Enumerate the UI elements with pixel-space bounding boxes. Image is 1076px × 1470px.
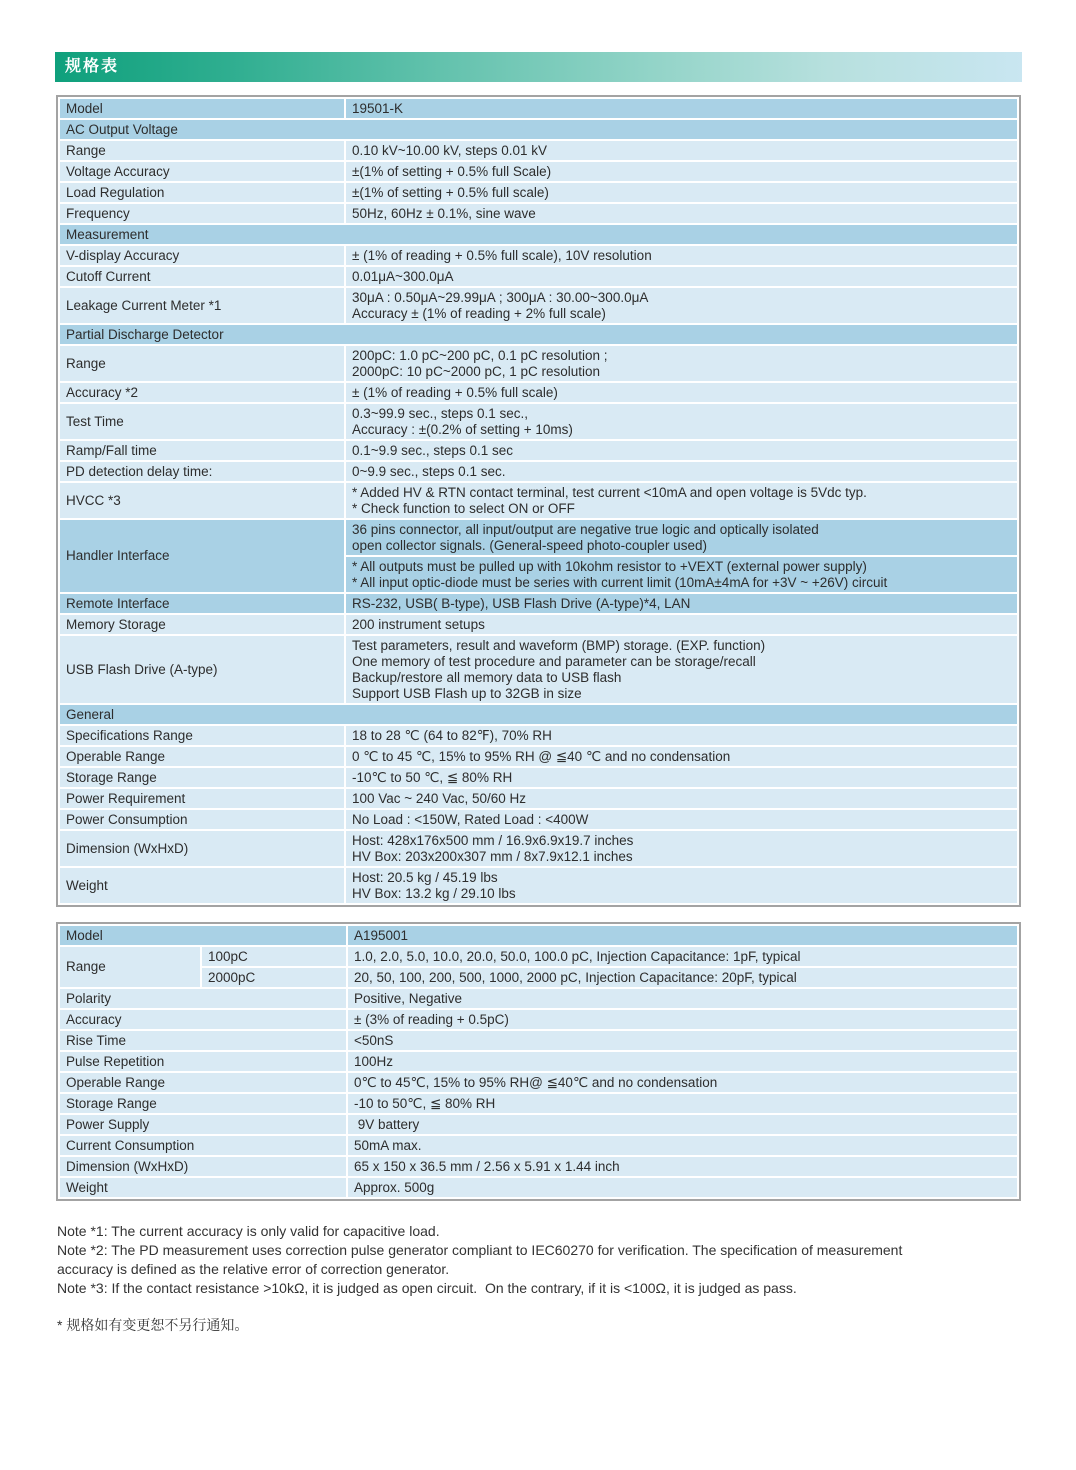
spec-label-cell: Dimension (WxHxD) bbox=[60, 1157, 346, 1176]
spec-line: -10 to 50℃, ≦ 80% RH bbox=[354, 1095, 496, 1111]
table-row bbox=[60, 594, 1017, 613]
spec-value-cell bbox=[346, 636, 1017, 703]
spec-value-cell bbox=[346, 99, 1017, 118]
spec-line: <50nS bbox=[354, 1032, 394, 1048]
spec-sub-label-cell: 100pC bbox=[202, 947, 346, 966]
spec-label-cell: Voltage Accuracy bbox=[60, 162, 344, 181]
spec-label-cell: Dimension (WxHxD) bbox=[60, 831, 344, 866]
spec-line: * Check function to select ON or OFF bbox=[352, 500, 575, 516]
table-row bbox=[60, 141, 1017, 160]
spec-value-cell bbox=[346, 768, 1017, 787]
spec-line: HV Box: 203x200x307 mm / 8x7.9x12.1 inches bbox=[352, 848, 633, 864]
spec-value-cell bbox=[346, 557, 1017, 592]
spec-line: * Added HV & RTN contact terminal, test current <10mA and open voltage is 5Vdc typ. bbox=[352, 484, 867, 500]
spec-label-cell: V-display Accuracy bbox=[60, 246, 344, 265]
spec-line: 0~9.9 sec., steps 0.1 sec. bbox=[352, 463, 506, 479]
spec-label-cell: Remote Interface bbox=[60, 594, 344, 613]
table-row bbox=[60, 246, 1017, 265]
table-row bbox=[60, 183, 1017, 202]
spec-label-cell: Specifications Range bbox=[60, 726, 344, 745]
table-row bbox=[60, 462, 1017, 481]
spec-line: Accuracy : ±(0.2% of setting + 10ms) bbox=[352, 421, 573, 437]
table-row bbox=[60, 288, 1017, 323]
spec-value-cell bbox=[346, 404, 1017, 439]
section-title-bar bbox=[55, 52, 1022, 82]
spec-label-cell: Polarity bbox=[60, 989, 346, 1008]
spec-line: Host: 20.5 kg / 45.19 lbs bbox=[352, 869, 498, 885]
spec-value-cell bbox=[346, 204, 1017, 223]
section-row bbox=[60, 705, 1017, 724]
spec-value-cell bbox=[348, 1136, 1017, 1155]
spec-line: 19501-K bbox=[352, 100, 404, 116]
spec-label-cell: Pulse Repetition bbox=[60, 1052, 346, 1071]
spec-value-cell bbox=[346, 483, 1017, 518]
spec-value-cell bbox=[348, 1115, 1017, 1134]
spec-value-cell bbox=[346, 868, 1017, 903]
spec-line: 20, 50, 100, 200, 500, 1000, 2000 pC, Injection Capacitance: 20pF, typical bbox=[354, 969, 797, 985]
spec-label-cell: Load Regulation bbox=[60, 183, 344, 202]
spec-label-cell: Frequency bbox=[60, 204, 344, 223]
spec-label-cell: Power Consumption bbox=[60, 810, 344, 829]
spec-line: 0.3~99.9 sec., steps 0.1 sec., bbox=[352, 405, 528, 421]
spec-line: 50mA max. bbox=[354, 1137, 422, 1153]
spec-table-a195001 bbox=[56, 922, 1021, 1201]
spec-value-cell bbox=[346, 594, 1017, 613]
section-row bbox=[60, 325, 1017, 344]
spec-label-cell: Test Time bbox=[60, 404, 344, 439]
spec-line: Positive, Negative bbox=[354, 990, 463, 1006]
spec-value-cell bbox=[346, 288, 1017, 323]
spec-value-cell bbox=[348, 989, 1017, 1008]
spec-line: 0℃ to 45℃, 15% to 95% RH@ ≦40℃ and no condensation bbox=[354, 1074, 718, 1090]
table-row bbox=[60, 483, 1017, 518]
spec-line: 0.10 kV~10.00 kV, steps 0.01 kV bbox=[352, 142, 548, 158]
spec-value-cell bbox=[348, 926, 1017, 945]
note-line: Note *1: The current accuracy is only valid for capacitive load. bbox=[57, 1223, 440, 1239]
spec-label-cell: Storage Range bbox=[60, 1094, 346, 1113]
spec-label-cell: Range bbox=[60, 141, 344, 160]
spec-value-cell bbox=[346, 441, 1017, 460]
spec-label-cell: Rise Time bbox=[60, 1031, 346, 1050]
spec-value-cell bbox=[348, 1178, 1017, 1197]
spec-label-cell: Operable Range bbox=[60, 1073, 346, 1092]
spec-line: open collector signals. (General-speed photo-coupler used) bbox=[352, 537, 707, 553]
spec-value-cell bbox=[346, 183, 1017, 202]
spec-value-cell bbox=[348, 1052, 1017, 1071]
spec-line: Host: 428x176x500 mm / 16.9x6.9x19.7 inches bbox=[352, 832, 634, 848]
spec-value-cell bbox=[346, 726, 1017, 745]
spec-line: HV Box: 13.2 kg / 29.10 lbs bbox=[352, 885, 516, 901]
table-row bbox=[60, 99, 1017, 118]
spec-value-cell bbox=[346, 346, 1017, 381]
spec-line: A195001 bbox=[354, 927, 409, 943]
table-row bbox=[60, 926, 1017, 945]
spec-label-cell: Current Consumption bbox=[60, 1136, 346, 1155]
spec-label-cell: Memory Storage bbox=[60, 615, 344, 634]
spec-line: One memory of test procedure and parameter can be storage/recall bbox=[352, 653, 756, 669]
spec-label-cell: Range bbox=[60, 346, 344, 381]
spec-label-cell: Accuracy *2 bbox=[60, 383, 344, 402]
spec-value-cell bbox=[346, 747, 1017, 766]
spec-line: 0.1~9.9 sec., steps 0.1 sec bbox=[352, 442, 513, 458]
spec-line: 50Hz, 60Hz ± 0.1%, sine wave bbox=[352, 205, 536, 221]
table-row bbox=[60, 1031, 1017, 1050]
table-row bbox=[60, 1178, 1017, 1197]
table-row bbox=[60, 404, 1017, 439]
spec-line: Backup/restore all memory data to USB flash bbox=[352, 669, 622, 685]
page-title: 规格表 bbox=[65, 58, 120, 75]
spec-line: ± (1% of reading + 0.5% full scale) bbox=[352, 384, 558, 400]
table-row bbox=[60, 1115, 1017, 1134]
spec-line: 0.01μA~300.0μA bbox=[352, 268, 454, 284]
spec-value-cell bbox=[348, 1094, 1017, 1113]
spec-line: 30μA : 0.50μA~29.99μA ; 300μA : 30.00~300.0μA bbox=[352, 289, 649, 305]
spec-line: 2000pC: 10 pC~2000 pC, 1 pC resolution bbox=[352, 363, 601, 379]
table-row bbox=[60, 441, 1017, 460]
spec-label-cell: Range bbox=[60, 947, 200, 987]
footnote: * 规格如有变更恕不另行通知。 bbox=[57, 1317, 249, 1333]
section-row bbox=[60, 120, 1017, 139]
spec-line: Accuracy ± (1% of reading + 2% full scale) bbox=[352, 305, 606, 321]
spec-line: Approx. 500g bbox=[354, 1179, 435, 1195]
note-line: accuracy is defined as the relative error of correction generator. bbox=[57, 1261, 450, 1277]
table-row bbox=[60, 810, 1017, 829]
table-row bbox=[60, 789, 1017, 808]
section-row bbox=[60, 225, 1017, 244]
spec-line: 0 ℃ to 45 ℃, 15% to 95% RH @ ≦40 ℃ and no condensation bbox=[352, 748, 731, 764]
table-row bbox=[60, 747, 1017, 766]
section-header-cell: General bbox=[60, 705, 1017, 724]
spec-line: -10℃ to 50 ℃, ≦ 80% RH bbox=[352, 769, 513, 785]
table-row bbox=[60, 520, 1017, 555]
spec-value-cell bbox=[346, 462, 1017, 481]
spec-label-cell: USB Flash Drive (A-type) bbox=[60, 636, 344, 703]
spec-value-cell bbox=[346, 246, 1017, 265]
spec-value-cell bbox=[348, 1010, 1017, 1029]
table-row bbox=[60, 1094, 1017, 1113]
spec-line: ± (1% of reading + 0.5% full scale), 10V resolution bbox=[352, 247, 652, 263]
spec-value-cell bbox=[348, 1073, 1017, 1092]
table-row bbox=[60, 162, 1017, 181]
table-row bbox=[60, 726, 1017, 745]
table-row bbox=[60, 989, 1017, 1008]
spec-line: ± (3% of reading + 0.5pC) bbox=[354, 1011, 509, 1027]
table-row bbox=[60, 968, 1017, 987]
table-row bbox=[60, 204, 1017, 223]
spec-line: Support USB Flash up to 32GB in size bbox=[352, 685, 582, 701]
spec-line: * All input optic-diode must be series with current limit (10mA±4mA for +3V ~ +26V) circuit bbox=[352, 574, 888, 590]
table-row bbox=[60, 615, 1017, 634]
table-row bbox=[60, 267, 1017, 286]
table-row bbox=[60, 868, 1017, 903]
table-row bbox=[60, 346, 1017, 381]
spec-value-cell bbox=[346, 162, 1017, 181]
spec-label-cell: Ramp/Fall time bbox=[60, 441, 344, 460]
table-row bbox=[60, 768, 1017, 787]
spec-value-cell bbox=[346, 831, 1017, 866]
spec-label-cell: Model bbox=[60, 99, 344, 118]
spec-line: 18 to 28 ℃ (64 to 82℉), 70% RH bbox=[352, 727, 552, 743]
spec-line: 65 x 150 x 36.5 mm / 2.56 x 5.91 x 1.44 inch bbox=[354, 1158, 620, 1174]
section-header-cell: Measurement bbox=[60, 225, 1017, 244]
spec-label-cell: Model bbox=[60, 926, 346, 945]
spec-line: * All outputs must be pulled up with 10kohm resistor to +VEXT (external power supply) bbox=[352, 558, 867, 574]
spec-line: Test parameters, result and waveform (BMP) storage. (EXP. function) bbox=[352, 637, 766, 653]
table-row bbox=[60, 947, 1017, 966]
spec-line: No Load : <150W, Rated Load : <400W bbox=[352, 811, 589, 827]
spec-line: 1.0, 2.0, 5.0, 10.0, 20.0, 50.0, 100.0 pC, Injection Capacitance: 1pF, typical bbox=[354, 948, 801, 964]
note-line: Note *2: The PD measurement uses correction pulse generator compliant to IEC60270 for verification. The specification of measurement bbox=[57, 1242, 903, 1258]
spec-value-cell bbox=[348, 1031, 1017, 1050]
table-row bbox=[60, 1157, 1017, 1176]
spec-value-cell bbox=[348, 1157, 1017, 1176]
section-header-cell: AC Output Voltage bbox=[60, 120, 1017, 139]
spec-value-cell bbox=[348, 968, 1017, 987]
spec-label-cell: PD detection delay time: bbox=[60, 462, 344, 481]
spec-label-cell: Weight bbox=[60, 1178, 346, 1197]
spec-line: 36 pins connector, all input/output are negative true logic and optically isolated bbox=[352, 521, 819, 537]
table-row bbox=[60, 1010, 1017, 1029]
spec-value-cell bbox=[346, 520, 1017, 555]
table-row bbox=[60, 831, 1017, 866]
spec-label-cell: Power Requirement bbox=[60, 789, 344, 808]
spec-line: ±(1% of setting + 0.5% full scale) bbox=[352, 184, 549, 200]
spec-sub-label-cell: 2000pC bbox=[202, 968, 346, 987]
spec-label-cell: Handler Interface bbox=[60, 520, 344, 592]
spec-line: 200pC: 1.0 pC~200 pC, 0.1 pC resolution ; bbox=[352, 347, 608, 363]
spec-label-cell: Accuracy bbox=[60, 1010, 346, 1029]
table-row bbox=[60, 636, 1017, 703]
spec-label-cell: Storage Range bbox=[60, 768, 344, 787]
spec-line: ±(1% of setting + 0.5% full Scale) bbox=[352, 163, 552, 179]
spec-line: 100Hz bbox=[354, 1053, 394, 1069]
spec-value-cell bbox=[346, 789, 1017, 808]
note-line: Note *3: If the contact resistance >10kΩ, it is judged as open circuit. On the contrary, if it is <100Ω, it is judged as pass. bbox=[57, 1280, 797, 1296]
spec-value-cell bbox=[346, 267, 1017, 286]
table-row bbox=[60, 1052, 1017, 1071]
spec-value-cell bbox=[346, 810, 1017, 829]
spec-label-cell: Power Supply bbox=[60, 1115, 346, 1134]
spec-value-cell bbox=[348, 947, 1017, 966]
table-row bbox=[60, 1073, 1017, 1092]
spec-value-cell bbox=[346, 141, 1017, 160]
spec-label-cell: Leakage Current Meter *1 bbox=[60, 288, 344, 323]
spec-value-cell bbox=[346, 383, 1017, 402]
spec-label-cell: Weight bbox=[60, 868, 344, 903]
spec-value-cell bbox=[346, 615, 1017, 634]
spec-table-main bbox=[56, 95, 1021, 907]
notes-block bbox=[57, 1222, 1022, 1298]
spec-line: 100 Vac ~ 240 Vac, 50/60 Hz bbox=[352, 790, 526, 806]
spec-label-cell: Cutoff Current bbox=[60, 267, 344, 286]
section-header-cell: Partial Discharge Detector bbox=[60, 325, 1017, 344]
spec-label-cell: Operable Range bbox=[60, 747, 344, 766]
spec-line: 200 instrument setups bbox=[352, 616, 485, 632]
table-row bbox=[60, 1136, 1017, 1155]
spec-line: RS-232, USB( B-type), USB Flash Drive (A-type)*4, LAN bbox=[352, 595, 691, 611]
spec-label-cell: HVCC *3 bbox=[60, 483, 344, 518]
table-row bbox=[60, 383, 1017, 402]
spec-line: 9V battery bbox=[354, 1116, 420, 1132]
